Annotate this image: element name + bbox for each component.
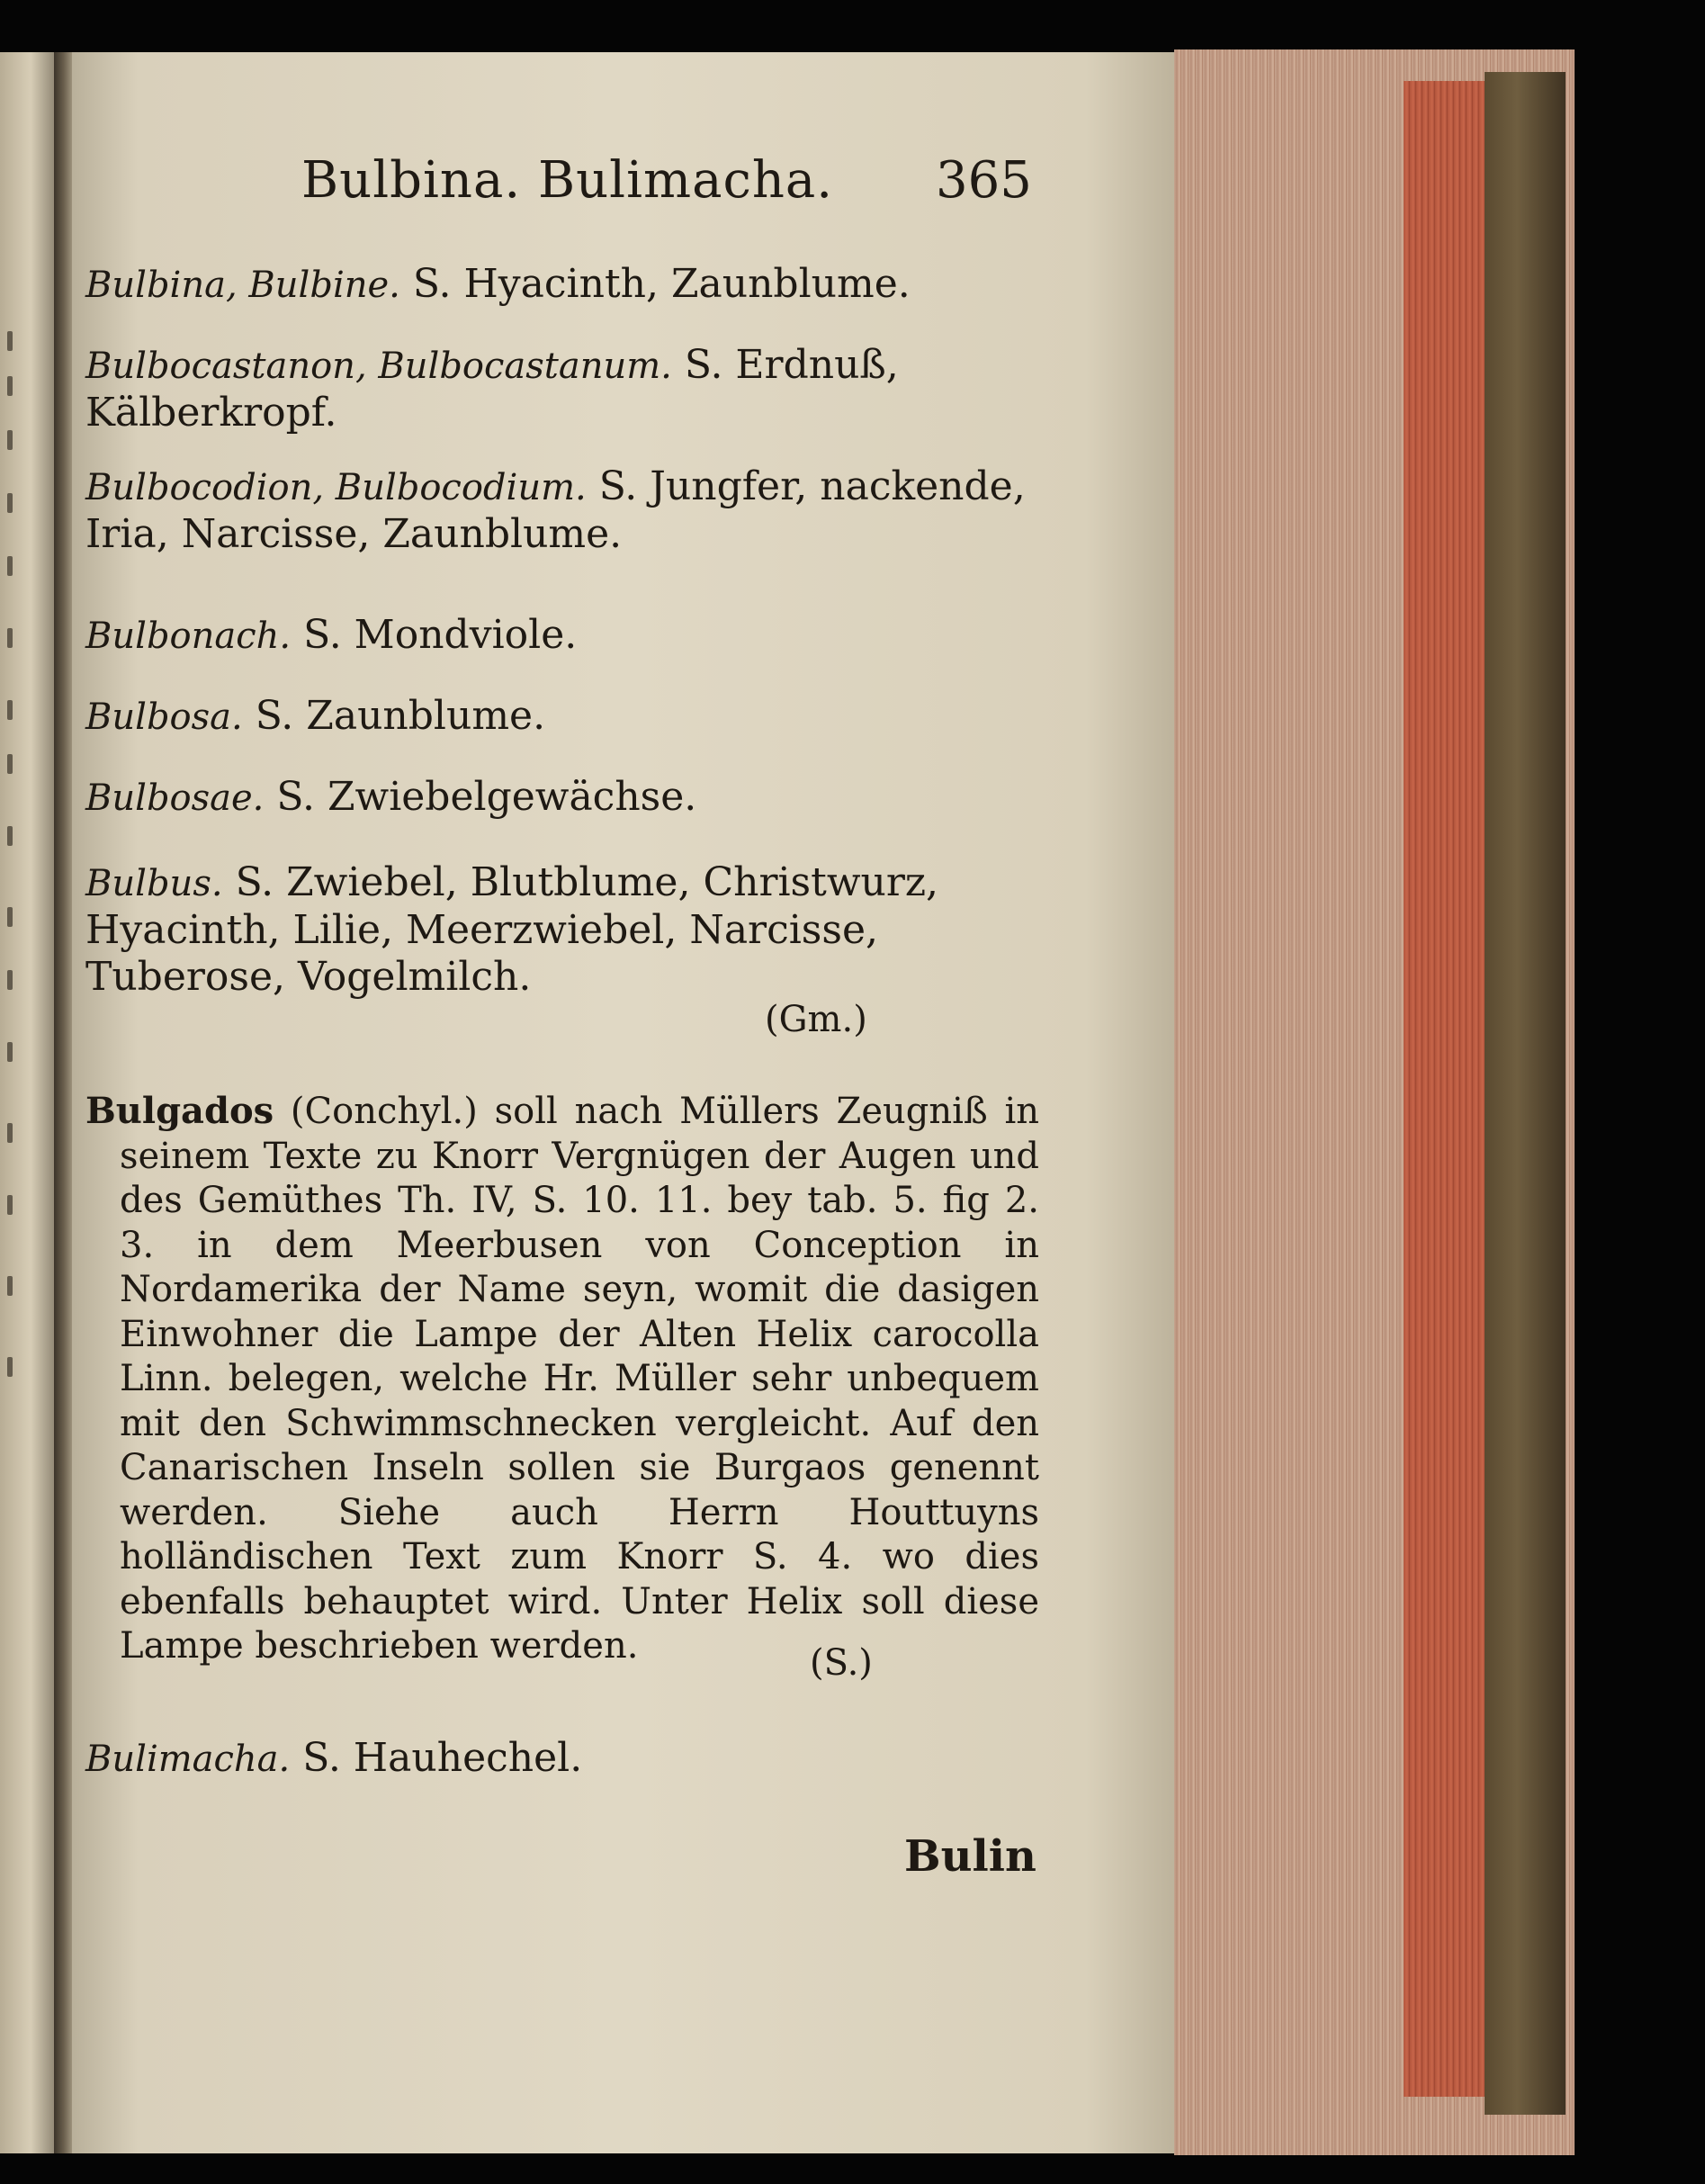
- gutter: [54, 52, 74, 2153]
- running-head-title: Bulbina. Bulimacha.: [301, 151, 834, 210]
- signature-gm: (Gm.): [765, 999, 867, 1040]
- entry: [85, 612, 1026, 660]
- entry-head: Bulimacha.: [85, 1739, 291, 1780]
- signature-s: (S.): [810, 1642, 873, 1684]
- entry-text: S. Erdnuß, Kälberkropf.: [85, 342, 899, 436]
- entry-head: Bulbina, Bulbine.: [85, 265, 400, 306]
- page-number: 365: [936, 151, 1032, 210]
- entry-head: Bulbus.: [85, 863, 223, 904]
- left-page-edge: [0, 52, 56, 2153]
- entry-text: S. Zwiebel, Blutblume, Christwurz, Hyacinth, Lilie, Meerzwiebel, Narcisse, Tuberose, Vogelmilch.: [85, 859, 939, 1000]
- entry-text: S. Zaunblume.: [255, 693, 546, 739]
- entry-bulgados: [85, 1089, 1039, 1669]
- entry-text: S. Hauhechel.: [302, 1735, 583, 1781]
- entry: [85, 463, 1026, 558]
- entry-head: Bulbocastanon, Bulbocastanum.: [85, 346, 672, 387]
- entry-text: S. Hyacinth, Zaunblume.: [412, 261, 911, 307]
- entry-head: Bulbosae.: [85, 777, 265, 819]
- entry-head: Bulbocodion, Bulbocodium.: [85, 467, 587, 508]
- entry-text: S. Jungfer, nackende, Iria, Narcisse, Zaunblume.: [85, 463, 1026, 557]
- running-head: [225, 151, 1035, 223]
- entry: [85, 774, 1026, 822]
- entry-text: S. Mondviole.: [303, 612, 578, 658]
- entry-head: Bulbonach.: [85, 616, 292, 657]
- red-page-edges: [1404, 81, 1489, 2097]
- book-cover: [1485, 72, 1566, 2115]
- entry-text: S. Zwiebelgewächse.: [276, 774, 697, 820]
- entry: [85, 261, 1026, 309]
- entry: [85, 693, 1026, 741]
- entry-text: (Conchyl.) soll nach Müllers Zeugniß in seinem Texte zu Knorr Vergnügen der Augen und des Gemüthes Th. IV, S. 10. 11. bey tab. 5. fig 2. 3. in dem Meerbusen von Conception in Nordamerika der Name seyn, womit die dasigen Einwohner die Lampe der Alten Helix carocolla Linn. belegen, welche Hr. Müller sehr unbequem mit den Schwimmschnecken vergleicht. Auf den Canarischen Inseln sollen sie Burgaos genennt werden. Siehe auch Herrn Houttuyns holländischen Text zum Knorr S. 4. wo dies ebenfalls behauptet wird. Unter Helix soll diese Lampe beschrieben werden.: [120, 1091, 1039, 1667]
- entry: [85, 859, 1026, 1001]
- entry-head: Bulgados: [85, 1090, 274, 1132]
- left-page-text-fragments: [7, 322, 25, 1672]
- entry-bulimacha: [85, 1735, 1026, 1783]
- entry-head: Bulbosa.: [85, 697, 243, 738]
- catchword: Bulin: [904, 1831, 1036, 1882]
- entry: [85, 342, 1026, 436]
